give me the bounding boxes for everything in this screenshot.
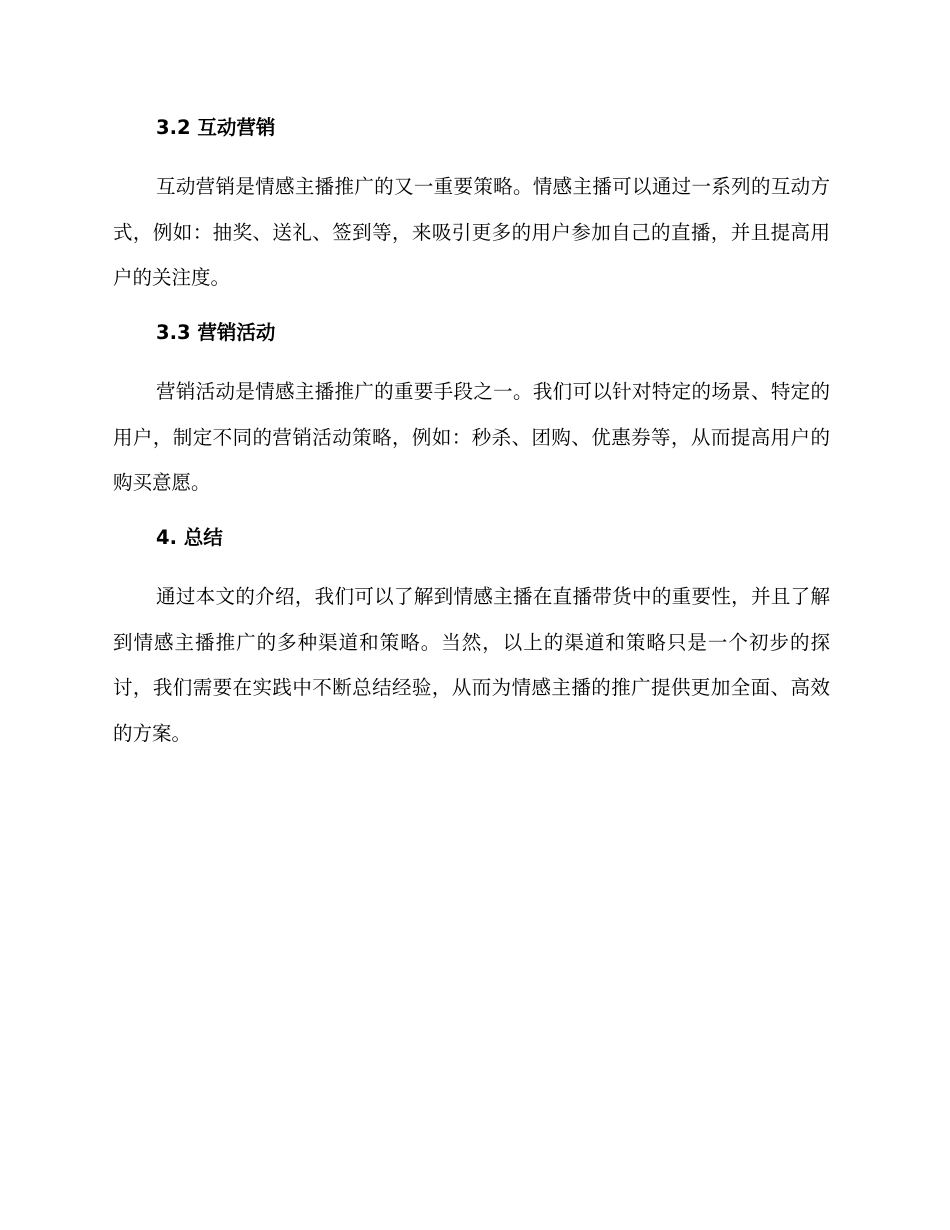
section-heading-marketing-activities: 3.3 营销活动 bbox=[156, 321, 276, 344]
section-heading-interactive-marketing: 3.2 互动营销 bbox=[156, 116, 276, 139]
section-paragraph-summary: 通过本文的介绍，我们可以了解到情感主播在直播带货中的重要性，并且了解到情感主播推广的多种渠道和策略。当然，以上的渠道和策略只是一个初步的探讨，我们需要在实践中不断总结经验，从而为情感主播的推广提供更加全面、高效的方案。 bbox=[113, 585, 830, 745]
section-paragraph-interactive-marketing: 互动营销是情感主播推广的又一重要策略。情感主播可以通过一系列的互动方式，例如：抽奖、送礼、签到等，来吸引更多的用户参加自己的直播，并且提高用户的关注度。 bbox=[113, 175, 830, 289]
section-paragraph-marketing-activities: 营销活动是情感主播推广的重要手段之一。我们可以针对特定的场景、特定的用户，制定不同的营销活动策略，例如：秒杀、团购、优惠券等，从而提高用户的购买意愿。 bbox=[113, 380, 830, 494]
section-heading-summary: 4. 总结 bbox=[156, 526, 223, 549]
